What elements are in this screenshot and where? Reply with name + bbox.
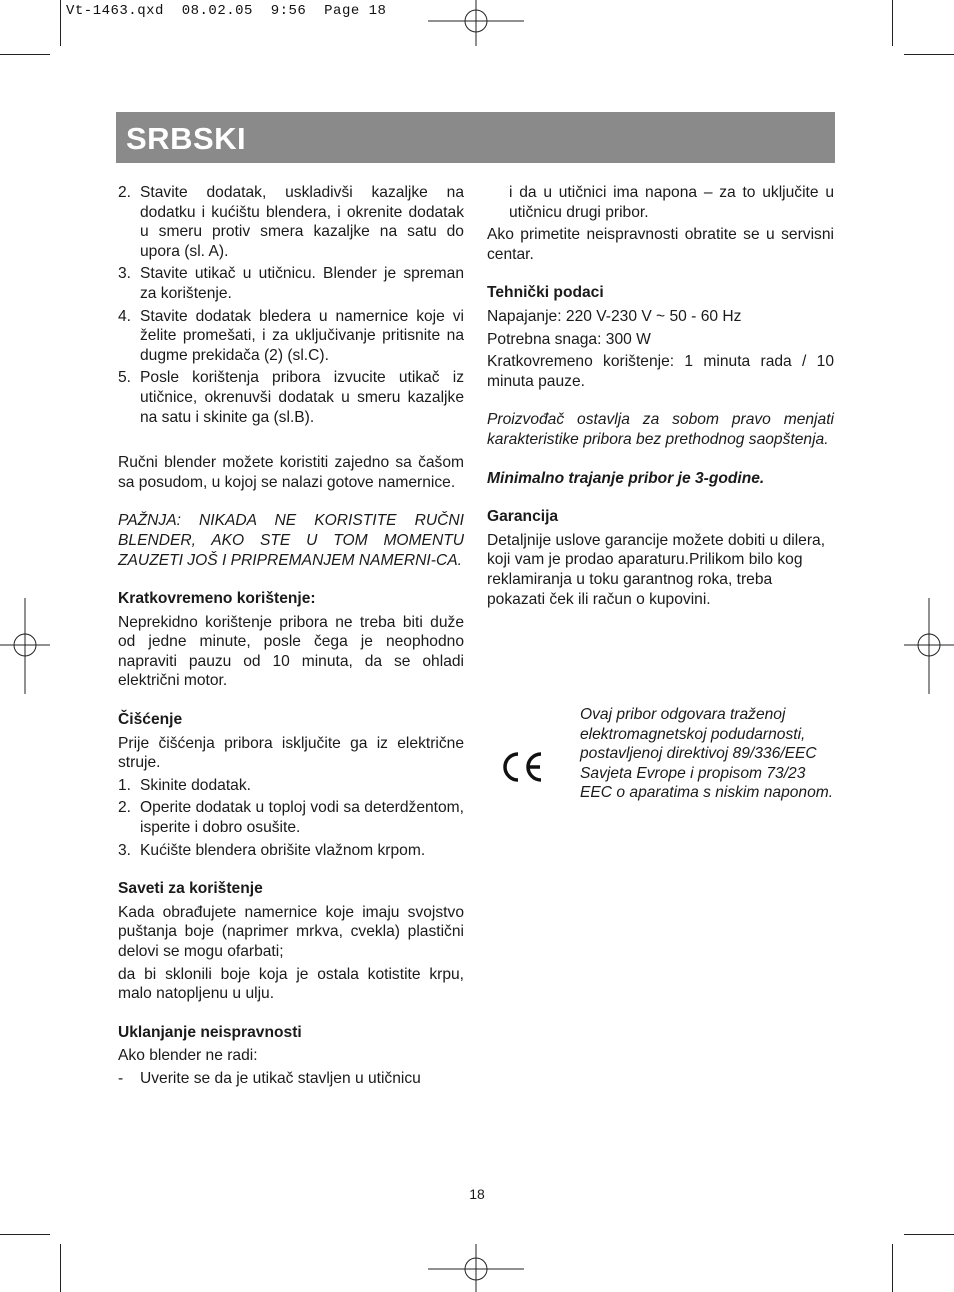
page-number: 18 [469, 1186, 485, 1202]
list-item: 2. Stavite dodatak, uskladivši kazaljke na dodatku i kućištu blendera, i okrenite dodatak u smeru protiv smera kazaljke na satu do upora (sl. A). [118, 184, 464, 260]
list-item: 3. Kućište blendera obrišite vlažnom krpom. [118, 841, 426, 859]
manufacturer-note: Proizvođač ostavlja za sobom pravo menjati karakteristike pribora bez prethodnog saopštenja. [487, 411, 834, 448]
troubleshooting-continued: i da u utičnici ima napona – za to uključite u utičnicu drugi pribor. [509, 184, 834, 221]
cleaning-heading: Čišćenje [118, 711, 183, 729]
cleaning-intro: Prije čišćenja pribora isključite ga iz električne struje. [118, 734, 464, 772]
right-column [487, 183, 834, 609]
list-item: - Uverite se da je utikač stavljen u utičnicu [118, 1069, 421, 1087]
ce-conformity-text: Ovaj pribor odgovara traženoj elektromagnetskoj podudarnosti, postavljenoj direktivoj 89/336/EEC Savjeta Evrope i propisom 73/23 EEC o aparatima s niskim naponom. [580, 706, 834, 802]
service-paragraph: Ako primetite neispravnosti obratite se u servisni centar. [487, 226, 834, 263]
lifetime-note: Minimalno trajanje pribor je 3-godine. [487, 469, 765, 487]
list-item: 1. Skinite dodatak. [118, 776, 251, 794]
list-item: 5. Posle korištenja pribora izvucite utikač iz utičnice, okrenuvši dodatak u smeru kazaljke na satu i skinite ga (sl.B). [118, 369, 464, 426]
warning-paragraph: PAŽNJA: NIKADA NE KORISTITE RUČNI BLENDER, AKO STE U TOM MOMENTU ZAUZETI JOŠ I PRIPREMANJEM NAMERNI-CA. [118, 512, 464, 569]
list-item: 3. Stavite utikač u utičnicu. Blender je spreman za korištenje. [118, 265, 464, 302]
section-header [116, 112, 835, 163]
registration-mark-top [428, 0, 524, 46]
troubleshooting-intro: Ako blender ne radi: [118, 1047, 258, 1065]
registration-mark-bottom [428, 1244, 524, 1292]
warranty-heading: Garancija [487, 508, 559, 526]
troubleshooting-heading: Uklanjanje neispravnosti [118, 1023, 302, 1041]
tech-data-heading: Tehnički podaci [487, 284, 604, 302]
ce-mark-icon [501, 751, 545, 783]
left-column [118, 183, 464, 1092]
warranty-paragraph: Detaljnije uslove garancije možete dobiti u dilera, koji vam je prodao aparaturu.Prilikom bilo kog reklamiranja u toku garantnog roka, treba pokazati ček ili račun o kupovini. [487, 531, 826, 608]
tips-paragraph: da bi sklonili boje koja je ostala kotistite krpu, malo natopljenu u ulju. [118, 965, 464, 1003]
tech-short-use: Kratkovremeno korištenje: 1 minuta rada / 10 minuta pauze. [487, 353, 834, 390]
list-item: 2. Operite dodatak u toploj vodi sa deterdžentom, isperite i dobro osušite. [118, 799, 464, 837]
registration-mark-left [0, 598, 50, 694]
tech-power-supply: Napajanje: 220 V-230 V ~ 50 - 60 Hz [487, 307, 742, 325]
usage-paragraph: Ručni blender možete koristiti zajedno sa čašom sa posudom, u kojoj se nalazi gotove namernice. [118, 454, 464, 491]
short-use-heading: Kratkovremeno korištenje: [118, 590, 316, 608]
ce-conformity-block [487, 705, 834, 835]
tips-heading: Saveti za korištenje [118, 880, 263, 898]
tips-paragraph: Kada obrađujete namernice koje imaju svojstvo puštanja boje (naprimer mrkva, cvekla) plastični delovi se mogu ofarbati; [118, 903, 464, 960]
list-item: 4. Stavite dodatak bledera u namernice koje vi želite promešati, i za uključivanje pritisnite na dugme prekidača (2) (sl.C). [118, 307, 464, 364]
registration-mark-right [904, 598, 954, 694]
short-use-paragraph: Neprekidno korištenje pribora ne treba biti duže od jedne minute, posle čega je neophodno napraviti pauzu od 10 minuta, da se ohladi električni motor. [118, 613, 464, 690]
section-title: SRBSKI [126, 121, 247, 156]
print-slug: Vt-1463.qxd 08.02.05 9:56 Page 18 [66, 3, 387, 19]
tech-power: Potrebna snaga: 300 W [487, 330, 651, 348]
